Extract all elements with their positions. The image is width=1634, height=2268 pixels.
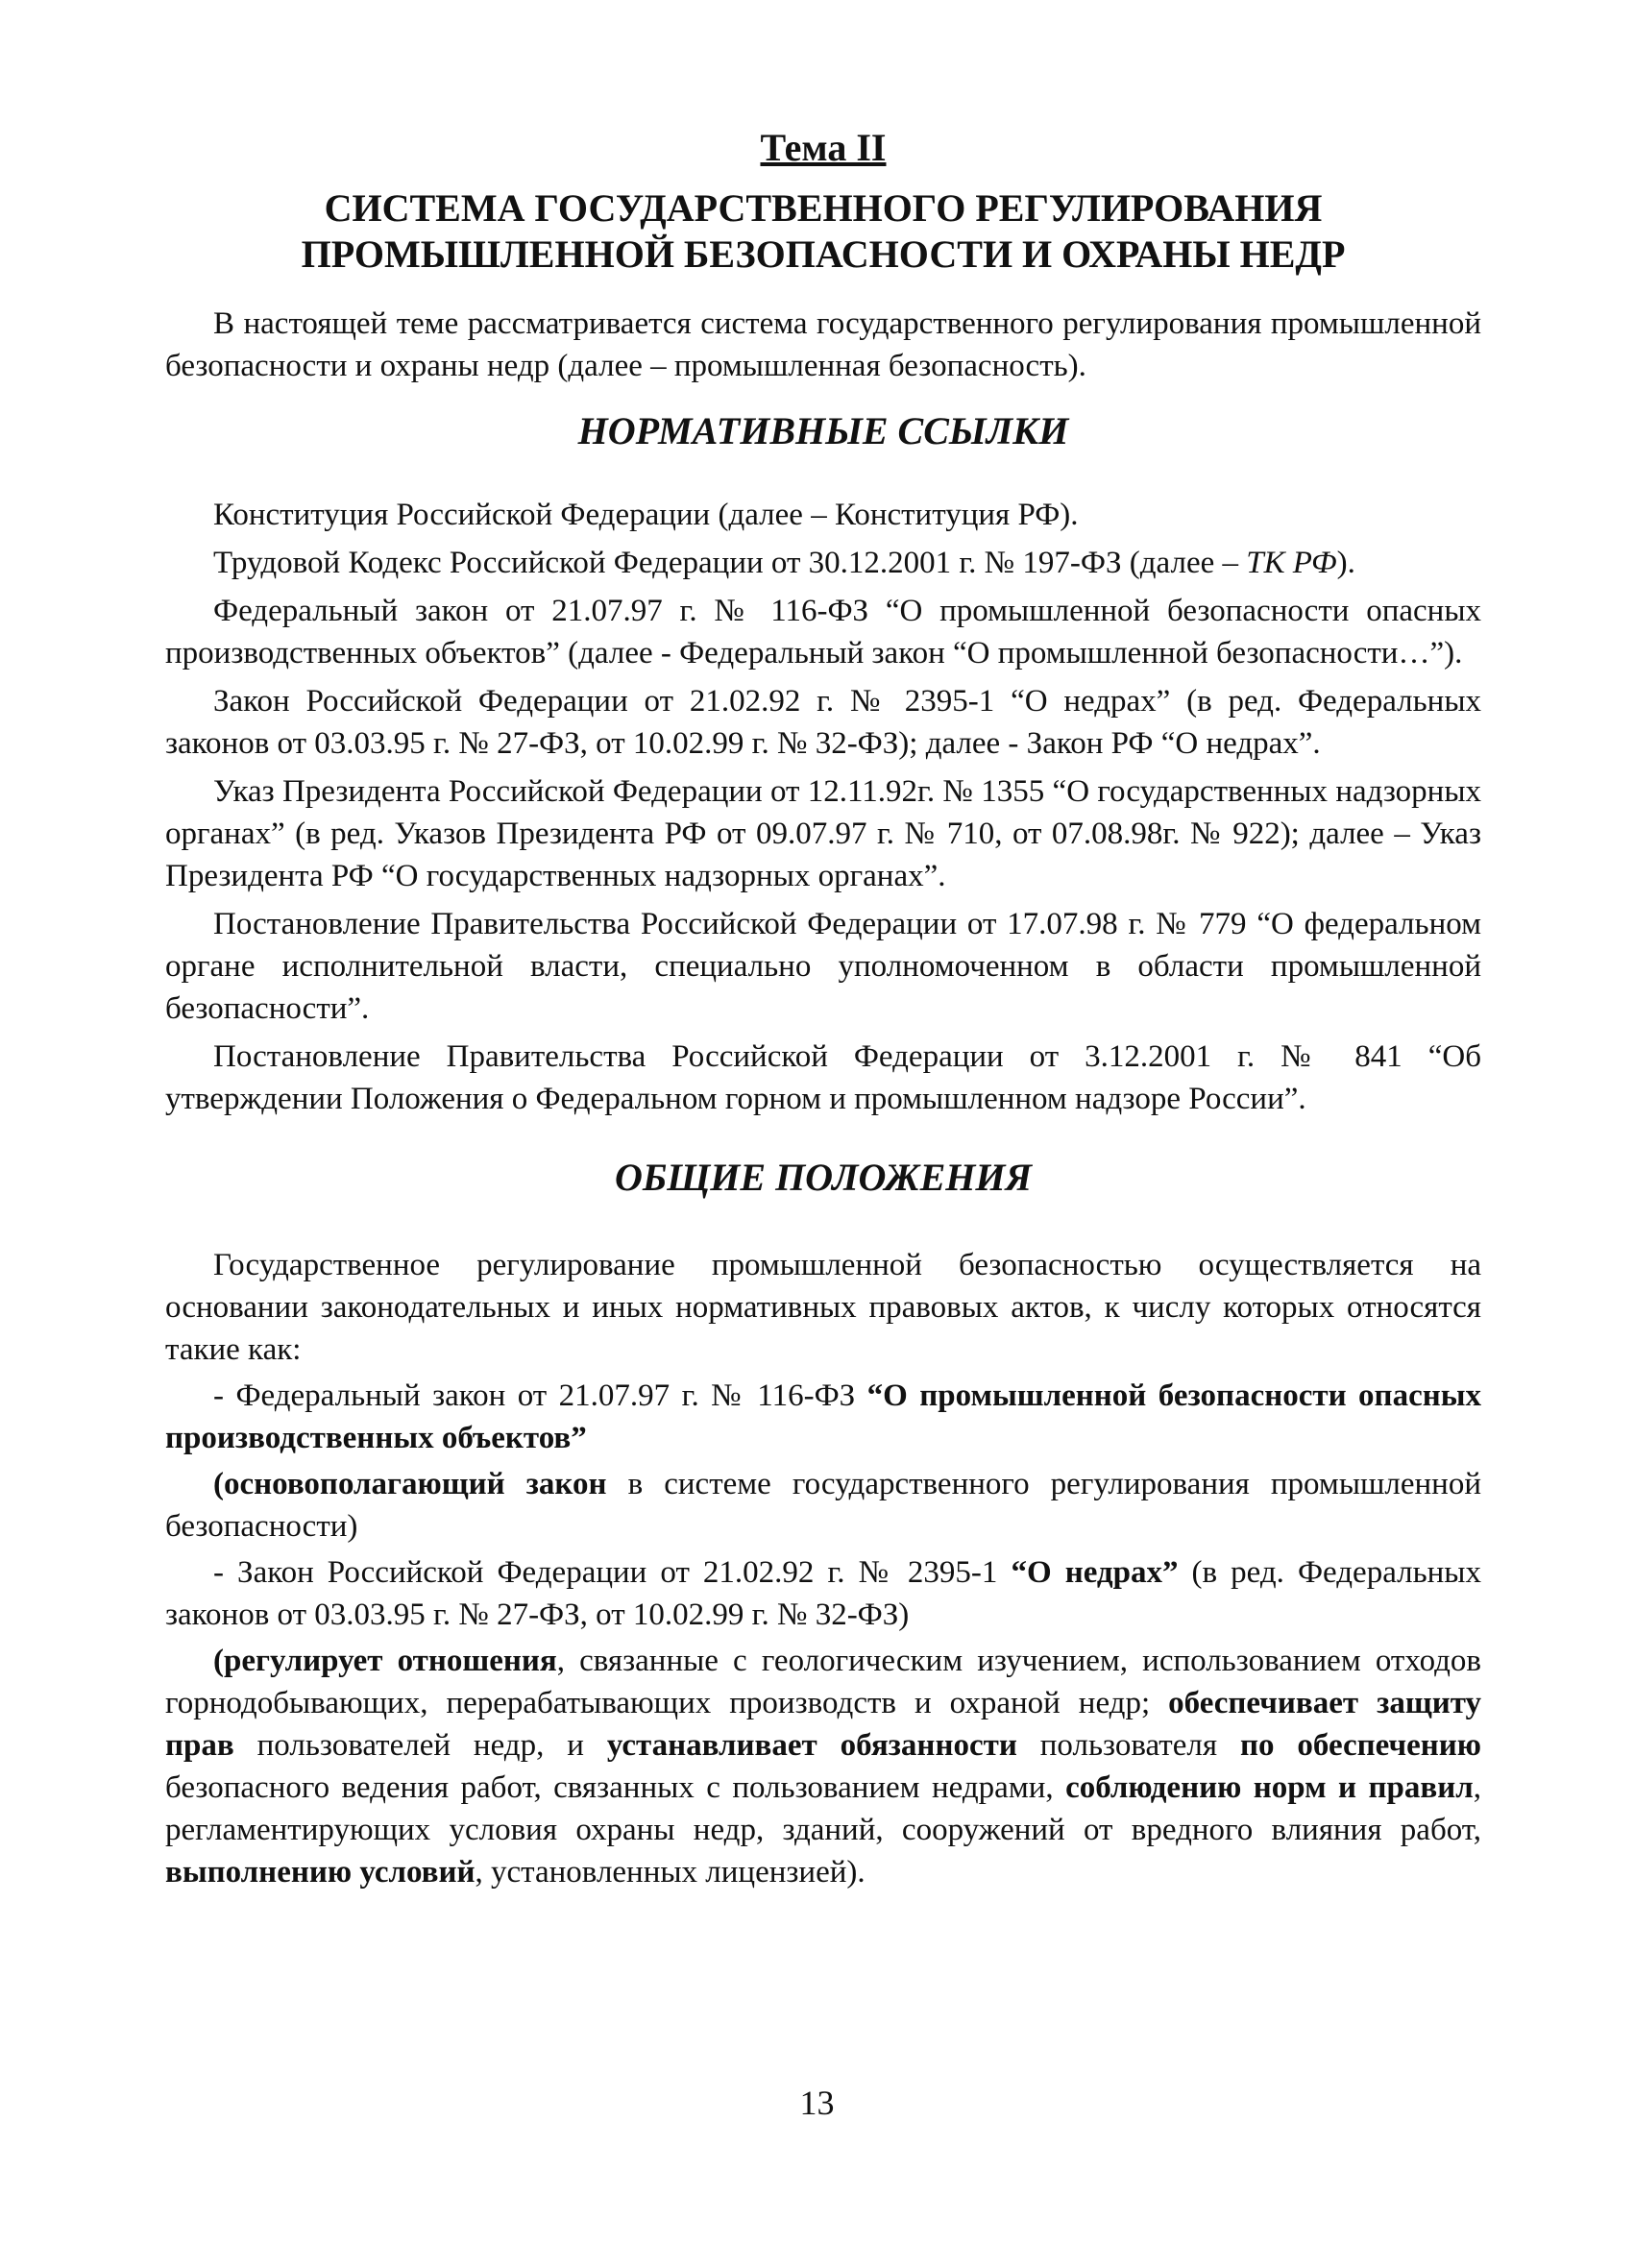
reference-item [165, 542, 1481, 584]
law-title-bold: “О промышленной безопасности опасных производственных объектов” [165, 1378, 1481, 1455]
reference-item: Федеральный закон от 21.07.97 г. № 116-ФЗ “О промышленной безопасности опасных производственных объектов” (далее - Федеральный закон “О промышленной безопасности…”). [165, 594, 1481, 671]
desc-bold: по обеспечению [1239, 1728, 1481, 1763]
reference-text: ). [1336, 546, 1355, 580]
law-text: - Федеральный закон от 21.07.97 г. № 116-ФЗ [213, 1378, 867, 1413]
reference-item: Закон Российской Федерации от 21.02.92 г. № 2395-1 “О недрах” (в ред. Федеральных законов от 03.03.95 г. № 27-ФЗ, от 10.02.99 г. № 32-ФЗ); далее - Закон РФ “О недрах”. [165, 684, 1481, 761]
desc-text: , установленных лицензией). [475, 1855, 866, 1890]
desc-bold: соблюдению норм и правил [1065, 1770, 1474, 1805]
intro-paragraph: В настоящей теме рассматривается система государственного регулирования промышленной безопасности и охраны недр (далее – промышленная безопасность). [165, 306, 1481, 383]
desc-bold: (регулирует отношения [213, 1644, 557, 1678]
topic-heading: Тема II [760, 126, 887, 169]
section-heading-general-provisions: ОБЩИЕ ПОЛОЖЕНИЯ [614, 1156, 1033, 1199]
reference-item: Указ Президента Российской Федерации от 12.11.92г. № 1355 “О государственных надзорных органах” (в ред. Указов Президента РФ от 09.07.97 г. № 710, от 07.08.98г. № 922); далее – Указ Президента РФ “О государственных надзорных органах”. [165, 774, 1481, 893]
law-title-bold: “О недрах” [1011, 1555, 1179, 1590]
desc-bold: обеспечивает защиту прав [165, 1686, 1481, 1763]
reference-italic-text: ТК РФ [1246, 546, 1337, 580]
law-note-bold: (основополагающий закон [213, 1467, 607, 1501]
reference-item: Конституция Российской Федерации (далее – Конституция РФ). [213, 498, 1079, 532]
desc-text: пользователя [1016, 1728, 1240, 1763]
reference-item: Постановление Правительства Российской Федерации от 3.12.2001 г. № 841 “Об утверждении Положения о Федеральном горном и промышленном надзоре России”. [165, 1039, 1481, 1116]
law-note [165, 1463, 1481, 1548]
page-number: 13 [799, 2084, 835, 2122]
main-title-line-2: ПРОМЫШЛЕННОЙ БЕЗОПАСНОСТИ И ОХРАНЫ НЕДР [301, 232, 1346, 276]
page-content [165, 125, 1481, 1897]
general-paragraph: Государственное регулирование промышленной безопасностью осуществляется на основании законодательных и иных нормативных правовых актов, к числу которых относятся такие как: [165, 1248, 1481, 1367]
main-title [165, 185, 1481, 278]
main-title-line-1: СИСТЕМА ГОСУДАРСТВЕННОГО РЕГУЛИРОВАНИЯ [324, 186, 1323, 230]
law-description [165, 1640, 1481, 1893]
law-item [165, 1551, 1481, 1636]
law-text: (в ред. Федеральных законов от 03.03.95 г. № 27-ФЗ, от 10.02.99 г. № 32-ФЗ) [165, 1555, 1481, 1632]
desc-bold: устанавливает обязанности [606, 1728, 1017, 1763]
section-heading-normative-references: НОРМАТИВНЫЕ ССЫЛКИ [577, 409, 1069, 452]
desc-text: , регламентирующих условия охраны недр, зданий, сооружений от вредного влияния работ, [165, 1770, 1481, 1847]
desc-text: пользователей недр, и [233, 1728, 607, 1763]
law-text: - Закон Российской Федерации от 21.02.92 г. № 2395-1 [213, 1555, 1012, 1590]
desc-text: , связанные с геологическим изучением, использованием отходов горнодобывающих, перерабатывающих производств и охраной недр; [165, 1644, 1481, 1720]
reference-item: Постановление Правительства Российской Федерации от 17.07.98 г. № 779 “О федеральном органе исполнительной власти, специально уполномоченном в области промышленной безопасности”. [165, 907, 1481, 1026]
reference-text: Трудовой Кодекс Российской Федерации от 30.12.2001 г. № 197-ФЗ (далее – [213, 546, 1247, 580]
law-note-text: в системе государственного регулирования промышленной безопасности) [165, 1467, 1481, 1544]
desc-text: безопасного ведения работ, связанных с пользованием недрами, [165, 1770, 1066, 1805]
desc-bold: выполнению условий [165, 1855, 476, 1890]
law-item [165, 1375, 1481, 1459]
